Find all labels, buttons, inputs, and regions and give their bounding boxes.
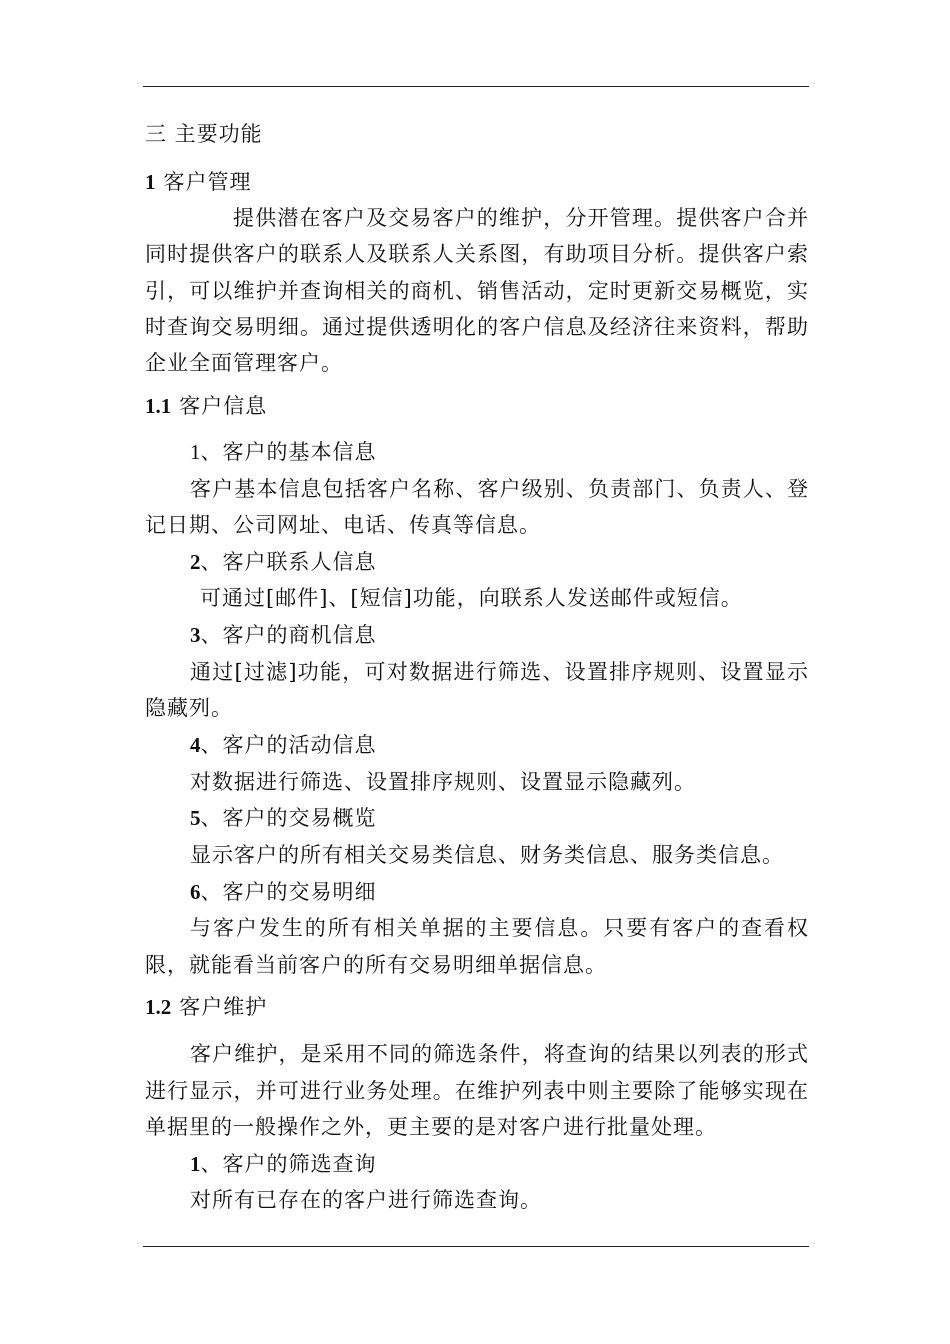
paragraph-line: 提供潜在客户及交易客户的维护，分开管理。提供客户合并 [233, 206, 809, 230]
item-text-line: 对所有已存在的客户进行筛选查询。 [190, 1188, 542, 1212]
section-heading-1 [145, 164, 809, 200]
item-text-line: 限，就能看当前客户的所有交易明细单据信息。 [145, 953, 607, 977]
paragraph-line: 引，可以维护并查询相关的商机、销售活动，定时更新交易概览，实 [145, 279, 809, 303]
section-title: 客户管理 [163, 170, 252, 194]
item-heading [190, 727, 809, 763]
item-title: 、客户的活动信息 [200, 733, 377, 757]
paragraph-line: 进行显示，并可进行业务处理。在维护列表中则主要除了能够实现在 [145, 1079, 809, 1103]
section-heading-1-2 [145, 989, 809, 1025]
item-title: 、客户的筛选查询 [200, 1152, 377, 1176]
item-heading [190, 544, 809, 580]
item-text-line: 显示客户的所有相关交易类信息、财务类信息、服务类信息。 [190, 843, 784, 867]
section-number: 1.1 [145, 394, 172, 418]
paragraph-line: 企业全面管理客户。 [145, 351, 343, 375]
item-number: 1 [190, 440, 201, 464]
header-rule [143, 86, 809, 87]
item-number: 4 [190, 733, 201, 757]
item-text-line: 与客户发生的所有相关单据的主要信息。只要有客户的查看权 [190, 916, 809, 940]
item-text-line: 对数据进行筛选、设置排序规则、设置显示隐藏列。 [190, 770, 696, 794]
item-title: 、客户的交易概览 [200, 806, 377, 830]
section-heading-1-1 [145, 388, 809, 424]
item-text-line: 客户基本信息包括客户名称、客户级别、负责部门、负责人、登 [190, 477, 809, 501]
item-heading [190, 874, 809, 910]
item-number: 5 [190, 806, 201, 830]
item-heading [190, 800, 809, 836]
item-text-line: 隐藏列。 [145, 696, 233, 720]
item-number: 1 [190, 1152, 201, 1176]
item-heading [190, 617, 809, 653]
section-title: 客户信息 [179, 394, 268, 418]
item-title: 、客户的商机信息 [200, 623, 377, 647]
item-number: 3 [190, 623, 201, 647]
chapter-heading: 三 主要功能 [145, 122, 263, 146]
item-text-line: 通过[过滤]功能，可对数据进行筛选、设置排序规则、设置显示 [190, 660, 809, 684]
item-number: 2 [190, 550, 201, 574]
paragraph-line: 同时提供客户的联系人及联系人关系图，有助项目分析。提供客户索 [145, 242, 809, 266]
item-title: 、客户联系人信息 [200, 550, 377, 574]
paragraph-line: 客户维护，是采用不同的筛选条件，将查询的结果以列表的形式 [190, 1042, 809, 1066]
section-title: 客户维护 [179, 995, 268, 1019]
item-title: 、客户的交易明细 [200, 880, 377, 904]
item-number: 6 [190, 880, 201, 904]
section-number: 1.2 [145, 995, 172, 1019]
item-heading [190, 1146, 809, 1182]
item-text-line: 可通过[邮件]、[短信]功能，向联系人发送邮件或短信。 [200, 586, 743, 610]
item-text-line: 记日期、公司网址、电话、传真等信息。 [145, 513, 541, 537]
paragraph-line: 时查询交易明细。通过提供透明化的客户信息及经济往来资料，帮助 [145, 315, 809, 339]
section-number: 1 [145, 170, 156, 194]
paragraph-line: 单据里的一般操作之外，更主要的是对客户进行批量处理。 [145, 1115, 717, 1139]
item-title: 、客户的基本信息 [200, 440, 377, 464]
item-heading [190, 434, 809, 470]
footer-rule [143, 1246, 809, 1247]
